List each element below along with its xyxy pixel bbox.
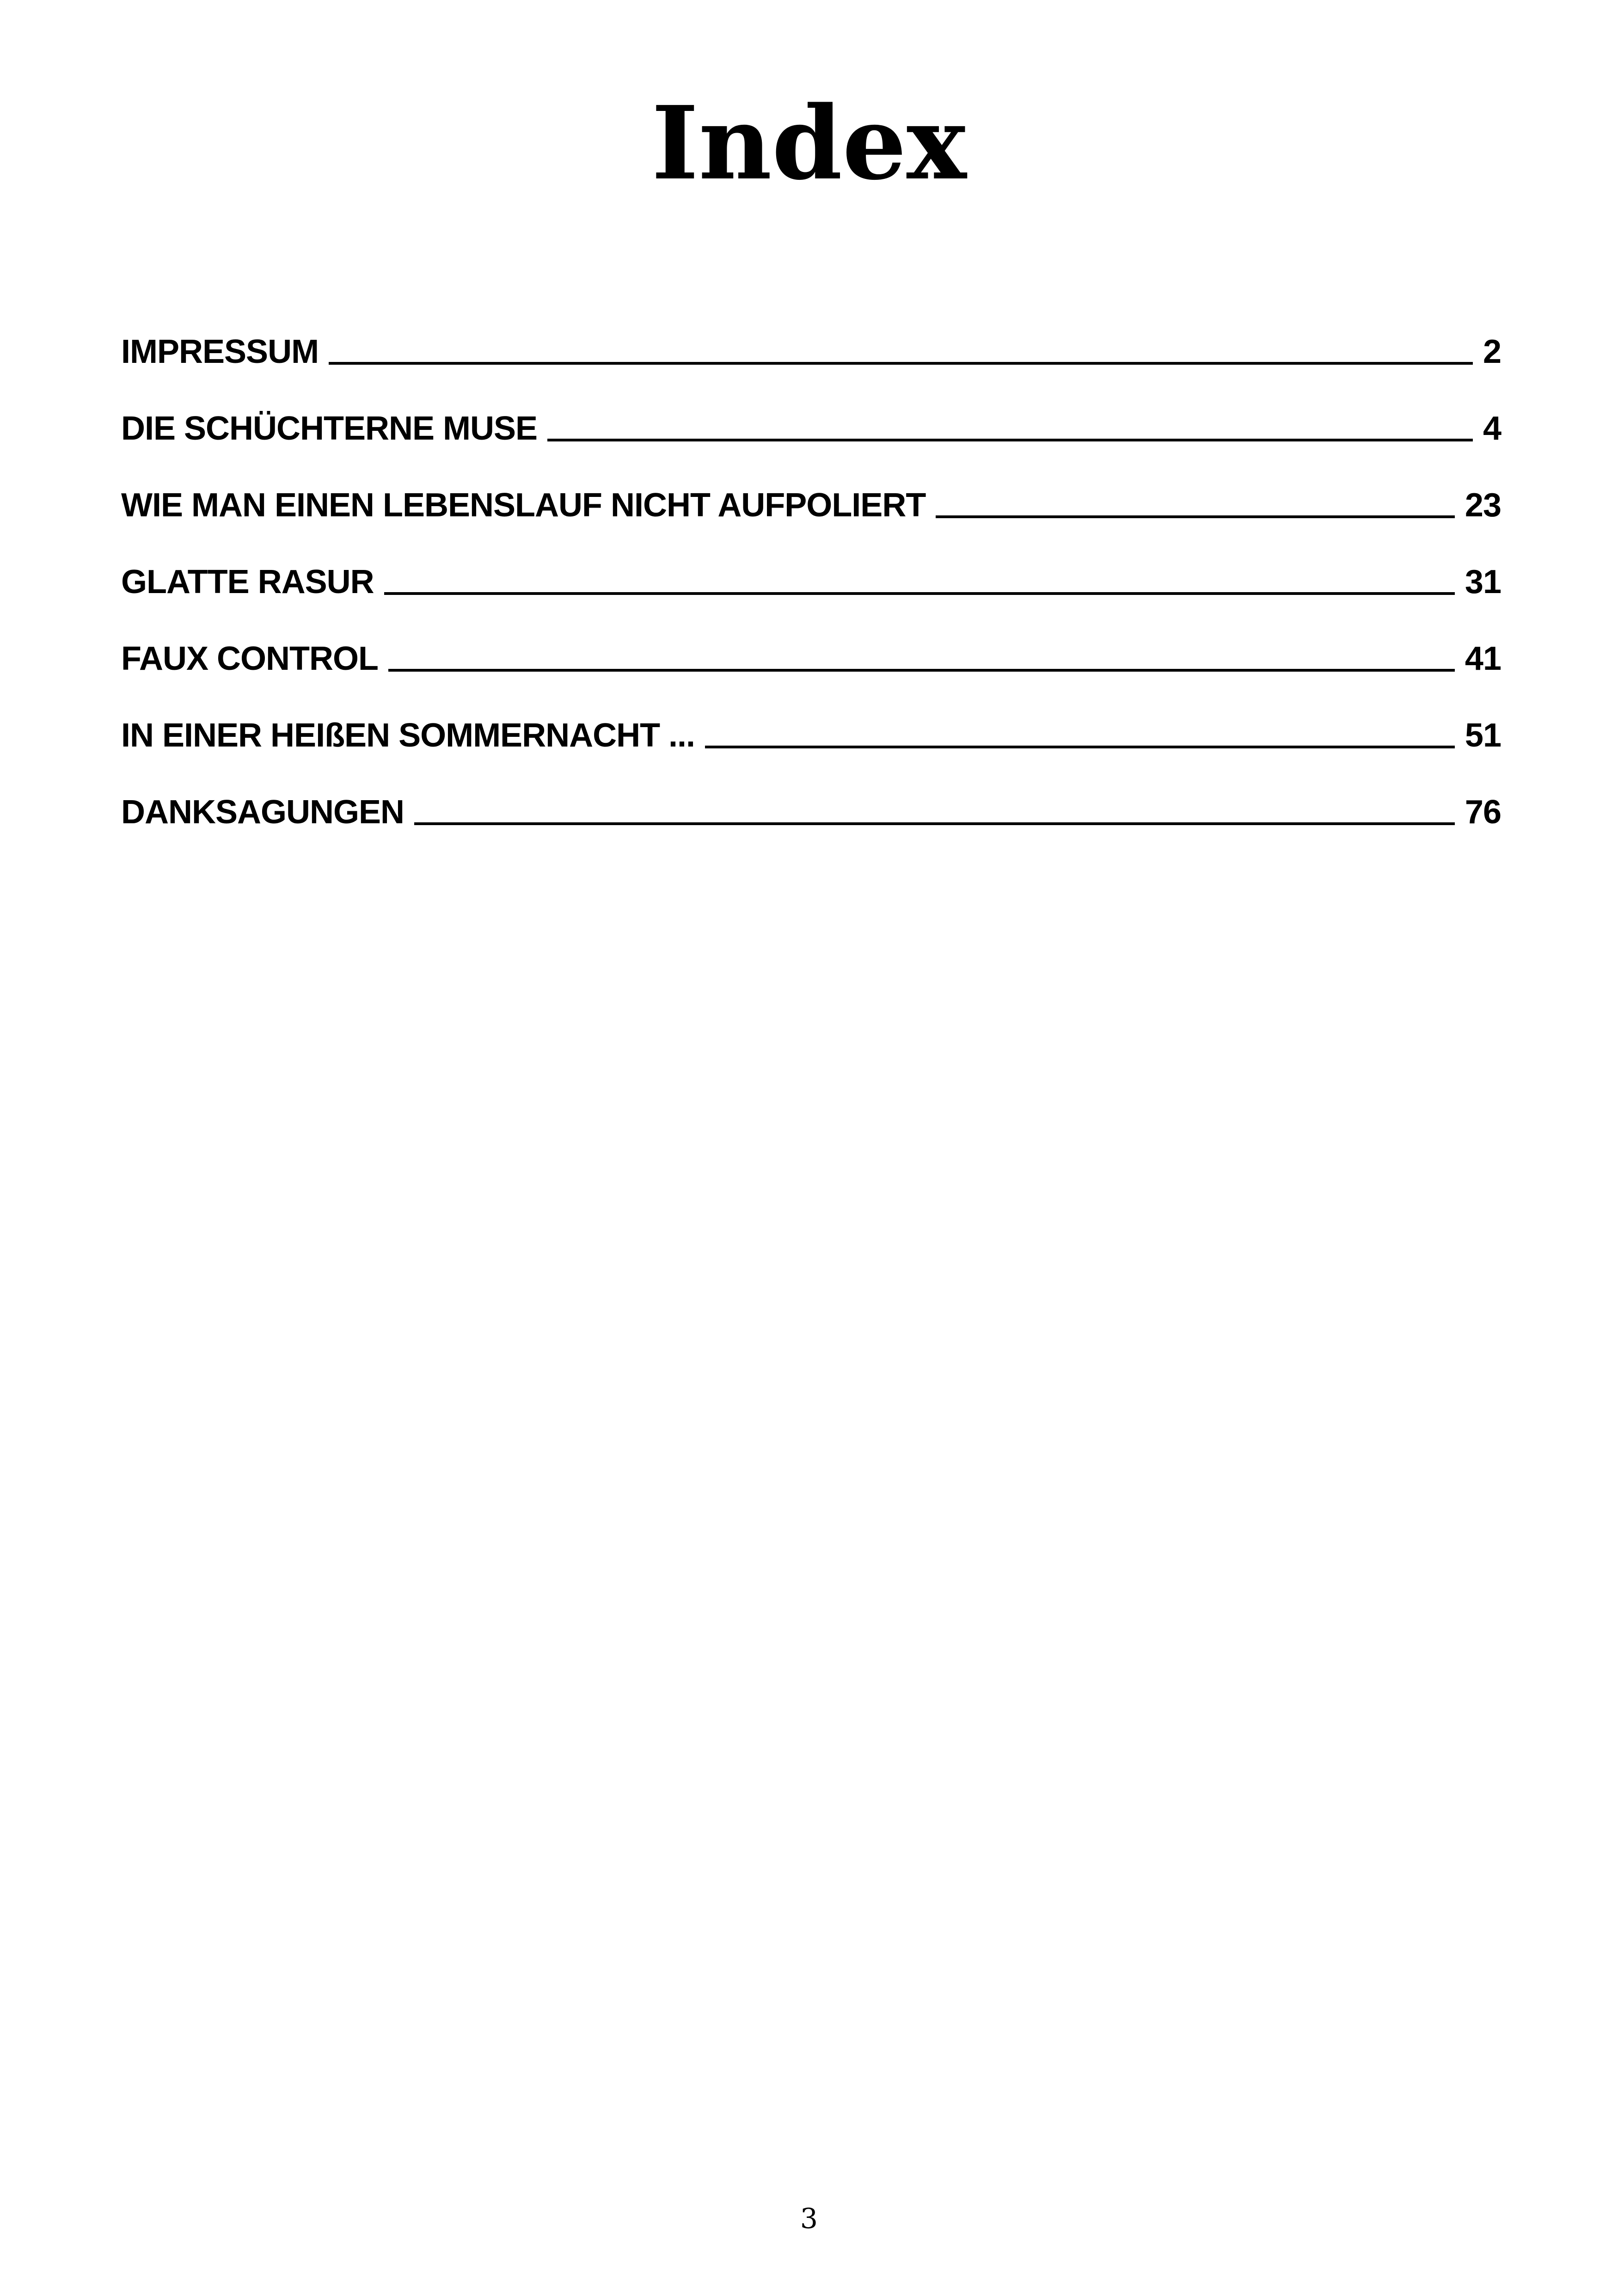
toc-entry-page: 23: [1465, 487, 1501, 524]
toc-entry-die-schuechterne-muse[interactable]: [121, 410, 1501, 486]
toc-entry-page: 76: [1465, 794, 1501, 831]
toc-entry-page: 2: [1483, 333, 1501, 370]
toc-leader-line: [414, 822, 1455, 825]
toc-entry-page: 31: [1465, 563, 1501, 600]
toc-leader-line: [329, 362, 1473, 365]
toc-leader-line: [705, 746, 1455, 748]
toc-entry-label: DANKSAGUNGEN: [121, 794, 404, 831]
toc-leader-line: [547, 439, 1473, 441]
toc-entry-sommernacht[interactable]: [121, 716, 1501, 793]
toc-entry-danksagungen[interactable]: [121, 793, 1501, 870]
toc-entry-label: IN EINER HEIßEN SOMMERNACHT ...: [121, 717, 695, 754]
table-of-contents: [121, 333, 1501, 870]
toc-entry-page: 41: [1465, 640, 1501, 677]
toc-entry-page: 51: [1465, 717, 1501, 754]
toc-entry-impressum[interactable]: [121, 333, 1501, 410]
toc-entry-label: DIE SCHÜCHTERNE MUSE: [121, 410, 538, 447]
toc-entry-label: FAUX CONTROL: [121, 640, 378, 677]
page-number: 3: [800, 2203, 818, 2235]
page-title: Index: [651, 84, 967, 202]
toc-entry-glatte-rasur[interactable]: [121, 563, 1501, 640]
toc-entry-label: IMPRESSUM: [121, 333, 319, 370]
toc-leader-line: [936, 515, 1455, 518]
toc-entry-label: GLATTE RASUR: [121, 563, 374, 600]
toc-leader-line: [388, 669, 1455, 672]
toc-entry-faux-control[interactable]: [121, 640, 1501, 716]
toc-entry-lebenslauf[interactable]: [121, 486, 1501, 563]
toc-entry-label: WIE MAN EINEN LEBENSLAUF NICHT AUFPOLIERT: [121, 487, 926, 524]
toc-entry-page: 4: [1483, 410, 1501, 447]
toc-leader-line: [384, 592, 1455, 595]
